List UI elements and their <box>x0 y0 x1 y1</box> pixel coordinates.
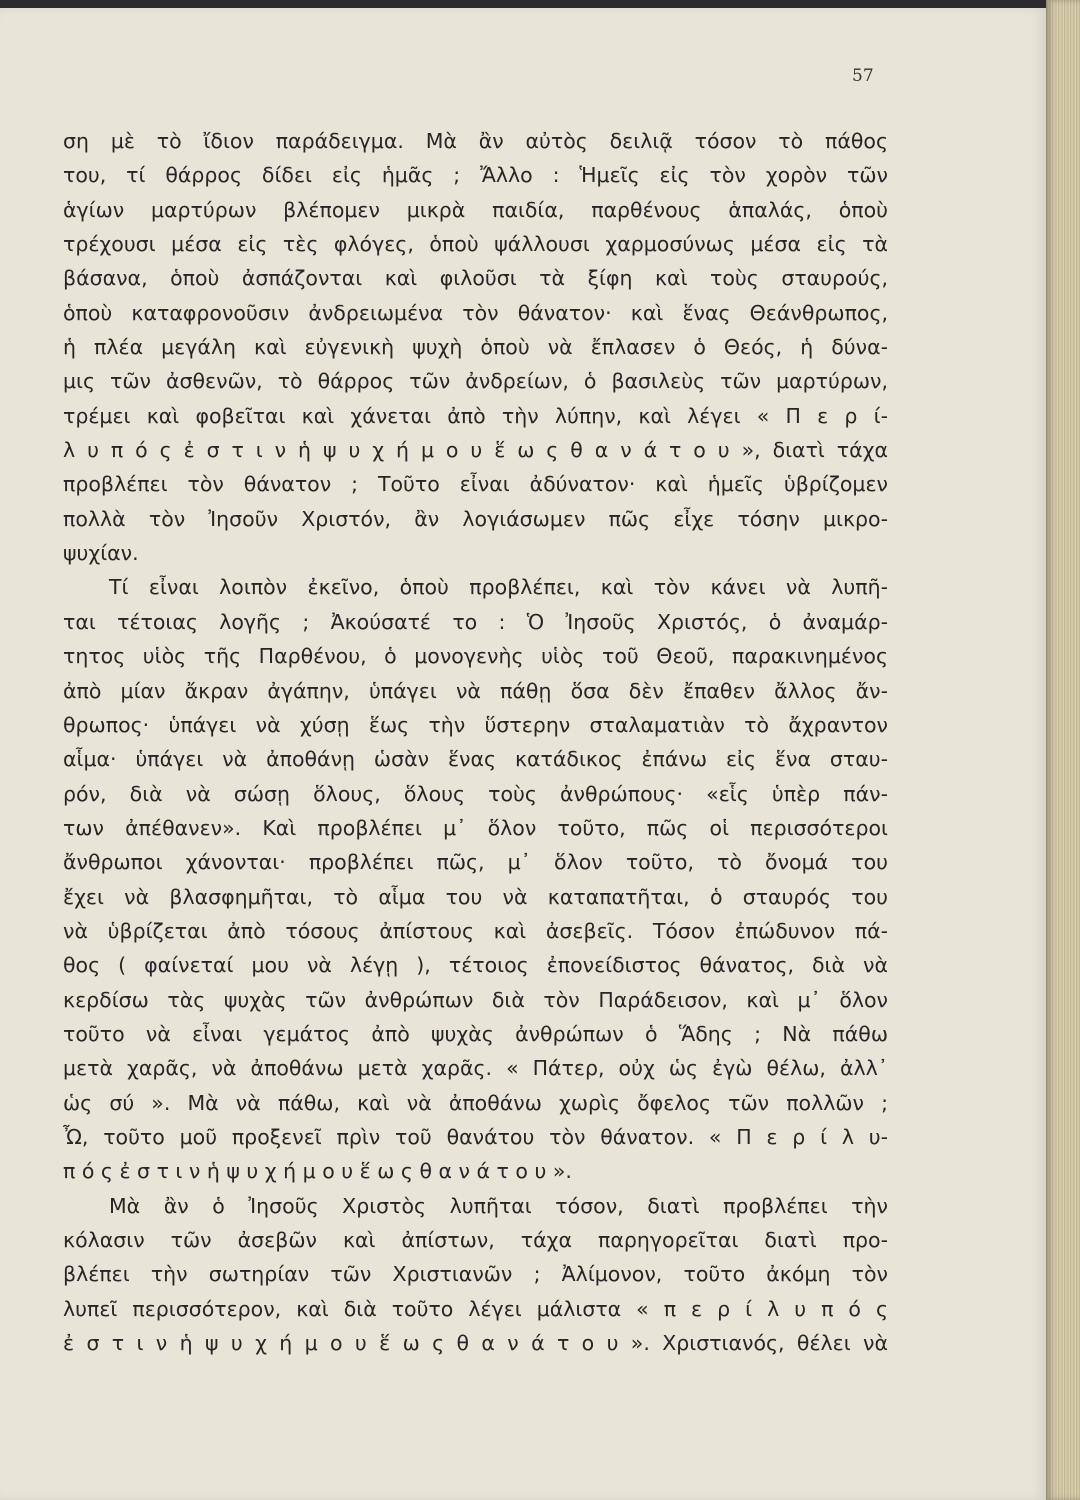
text-line: μις τῶν ἀσθενῶν, τὸ θάρρος τῶν ἀνδρείων, ὁ βασιλεὺς τῶν μαρτύρων, <box>63 369 888 394</box>
text-line: Τί εἶναι λοιπὸν ἐκεῖνο, ὁποὺ προβλέπει, καὶ τὸν κάνει νὰ λυπῆ- <box>109 575 888 600</box>
text-line: π ό ς ἐ σ τ ι ν ἡ ψ υ χ ή μ ο υ ἕ ω ς θ α ν ά τ ο υ ». <box>63 1159 572 1184</box>
text-line: ἄνθρωποι χάνονται· προβλέπει πῶς, μ᾽ ὅλον τοῦτο, τὸ ὄνομά του <box>63 850 888 875</box>
text-line: θος ( φαίνεταί μου νὰ λέγῃ ), τέτοιος ἐπονείδιστος θάνατος, διὰ νὰ <box>63 953 888 978</box>
text-line: μετὰ χαρᾶς, νὰ ἀποθάνω μετὰ χαρᾶς. « Πάτερ, οὐχ ὡς ἐγὼ θέλω, ἀλλ᾽ <box>63 1056 888 1081</box>
text-line: ἔχει νὰ βλασφημῆται, τὸ αἷμα του νὰ καταπατῆται, ὁ σταυρός του <box>63 884 888 909</box>
text-line: ἐ σ τ ι ν ἡ ψ υ χ ή μ ο υ ἕ ω ς θ α ν ά τ ο υ ». Χριστιανός, θέλει νὰ <box>63 1331 888 1356</box>
text-line: λ υ π ό ς ἐ σ τ ι ν ἡ ψ υ χ ή μ ο υ ἕ ω ς θ α ν ά τ ο υ », διατὶ τάχα <box>63 438 888 463</box>
text-line: αἷμα· ὑπάγει νὰ ἀποθάνῃ ὡσὰν ἕνας κατάδικος ἐπάνω εἰς ἕνα σταυ- <box>63 747 888 772</box>
text-line: ση μὲ τὸ ἴδιον παράδειγμα. Μὰ ἂν αὐτὸς δειλιᾷ τόσον τὸ πάθος <box>63 129 888 153</box>
page-sheet <box>0 8 1046 1500</box>
text-line: τητος υἱὸς τῆς Παρθένου, ὁ μονογενὴς υἱὸς τοῦ Θεοῦ, παρακινημένος <box>63 644 888 669</box>
text-line: ψυχίαν. <box>63 541 139 566</box>
text-line: βλέπει τὴν σωτηρίαν τῶν Χριστιανῶν ; Ἀλίμονον, τοῦτο ἀκόμη τὸν <box>63 1262 888 1287</box>
text-line: Ὦ, τοῦτο μοῦ προξενεῖ πρὶν τοῦ θανάτου τὸν θάνατον. « Π ε ρ ί λ υ- <box>63 1124 888 1149</box>
text-line: θρωπος· ὑπάγει νὰ χύσῃ ἕως τὴν ὕστερην σταλαματιὰν τὸ ἄχραντον <box>63 712 888 737</box>
page-number: 57 <box>852 66 874 86</box>
text-line: λυπεῖ περισσότερον, καὶ διὰ τοῦτο λέγει μάλιστα « π ε ρ ί λ υ π ό ς <box>63 1296 888 1321</box>
text-line: ὡς σύ ». Μὰ νὰ πάθω, καὶ νὰ ἀποθάνω χωρὶς ὄφελος τῶν πολλῶν ; <box>63 1090 888 1115</box>
text-line: του, τί θάρρος δίδει εἰς ἡμᾶς ; Ἄλλο : Ἡμεῖς εἰς τὸν χορὸν τῶν <box>63 163 888 188</box>
text-line: κερδίσω τὰς ψυχὰς τῶν ἀνθρώπων διὰ τὸν Παράδεισον, καὶ μ᾽ ὅλον <box>63 987 888 1012</box>
text-line: ὁποὺ καταφρονοῦσιν ἀνδρειωμένα τὸν θάνατον· καὶ ἕνας Θεάνθρωπος, <box>63 300 888 325</box>
text-line: ἁγίων μαρτύρων βλέπομεν μικρὰ παιδία, παρθένους ἁπαλάς, ὁποὺ <box>63 197 888 222</box>
text-line: νὰ ὑβρίζεται ἀπὸ τόσους ἀπίστους καὶ ἀσεβεῖς. Τόσον ἐπώδυνον πά- <box>63 918 888 943</box>
text-line: ἡ πλέα μεγάλη καὶ εὐγενικὴ ψυχὴ ὁποὺ νὰ ἔπλασεν ὁ Θεός, ἡ δύνα- <box>63 335 888 360</box>
text-line: ρόν, διὰ νὰ σώσῃ ὅλους, ὅλους τοὺς ἀνθρώπους· «εἷς ὑπὲρ πάν- <box>63 781 888 806</box>
text-line: Μὰ ἂν ὁ Ἰησοῦς Χριστὸς λυπῆται τόσον, διατὶ προβλέπει τὴν <box>109 1193 888 1218</box>
text-line: βάσανα, ὁποὺ ἀσπάζονται καὶ φιλοῦσι τὰ ξίφη καὶ τοὺς σταυρούς, <box>63 266 888 291</box>
text-line: πολλὰ τὸν Ἰησοῦν Χριστόν, ἂν λογιάσωμεν πῶς εἶχε τόσην μικρο- <box>63 506 888 531</box>
text-line: τρέμει καὶ φοβεῖται καὶ χάνεται ἀπὸ τὴν λύπην, καὶ λέγει « Π ε ρ ί- <box>63 403 888 428</box>
text-line: τοῦτο νὰ εἶναι γεμάτος ἀπὸ ψυχὰς ἀνθρώπων ὁ Ἅδης ; Νὰ πάθω <box>63 1021 888 1046</box>
body-text <box>63 124 888 1360</box>
text-line: τρέχουσι μέσα εἰς τὲς φλόγες, ὁποὺ ψάλλουσι χαρμοσύνως μέσα εἰς τὰ <box>63 232 888 257</box>
text-line: ται τέτοιας λογῆς ; Ἀκούσατέ το : Ὁ Ἰησοῦς Χριστός, ὁ ἀναμάρ- <box>63 609 888 634</box>
text-line: κόλασιν τῶν ἀσεβῶν καὶ ἀπίστων, τάχα παρηγορεῖται διατὶ προ- <box>63 1228 888 1252</box>
book-page-edges <box>1046 0 1080 1500</box>
text-line: ἀπὸ μίαν ἄκραν ἀγάπην, ὑπάγει νὰ πάθῃ ὅσα δὲν ἔπαθεν ἄλλος ἄν- <box>63 678 888 703</box>
text-line: προβλέπει τὸν θάνατον ; Τοῦτο εἶναι ἀδύνατον· καὶ ἡμεῖς ὑβρίζομεν <box>63 472 888 497</box>
text-line: των ἀπέθανεν». Καὶ προβλέπει μ᾽ ὅλον τοῦτο, πῶς οἱ περισσότεροι <box>63 815 888 840</box>
